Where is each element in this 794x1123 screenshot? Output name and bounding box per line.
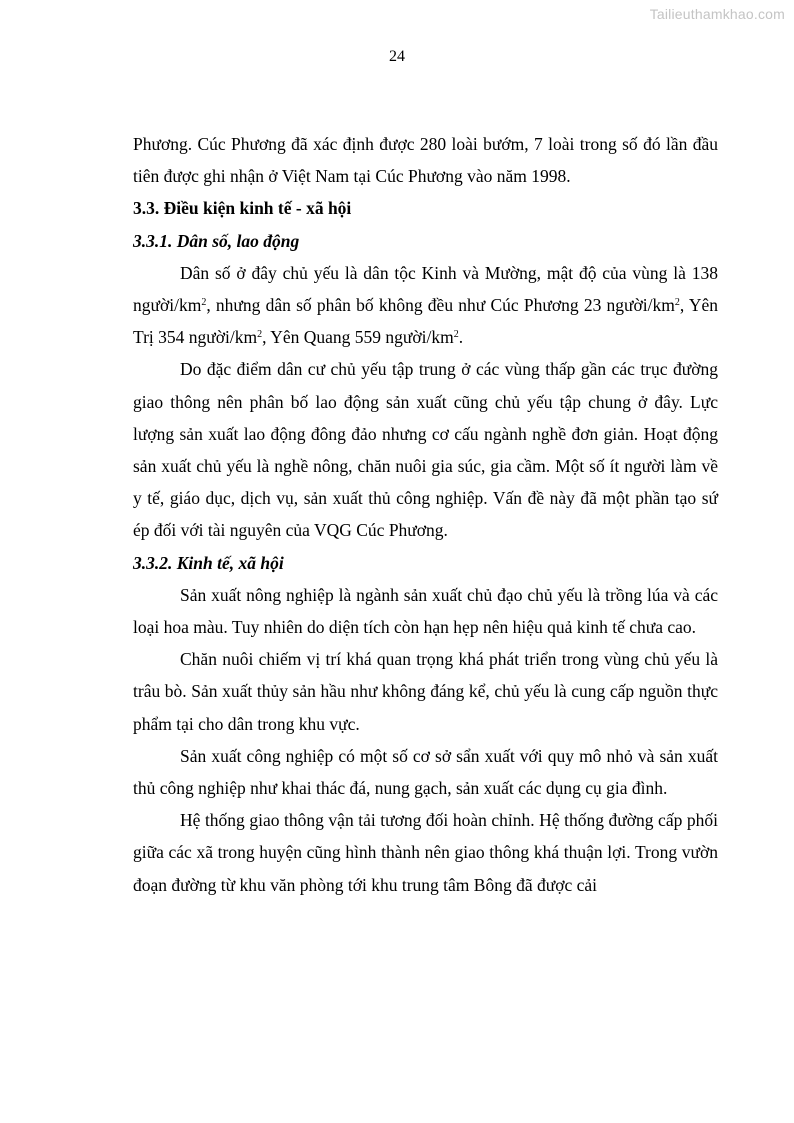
paragraph-continued: Phương. Cúc Phương đã xác định được 280 loài bướm, 7 loài trong số đó lần đầu tiên được ghi nhận ở Việt Nam tại Cúc Phương vào năm 1998. (133, 134, 718, 187)
population-text-4: , Yên Quang 559 người/km (262, 327, 454, 348)
paragraph-population (133, 257, 718, 354)
paragraph-agriculture: Sản xuất nông nghiệp là ngành sản xuất chủ đạo chủ yếu là trồng lúa và các loại hoa màu. Tuy nhiên do diện tích còn hạn hẹp nên hiệu quả kinh tế chưa cao. (133, 584, 718, 638)
section-heading-3-3: 3.3. Điều kiện kinh tế - xã hội (133, 198, 352, 219)
paragraph-industry: Sản xuất công nghiệp có một số cơ sở sẩn xuất với quy mô nhỏ và sản xuất thủ công nghiệp như khai thác đá, nung gạch, sản xuất các dụng cụ gia đình. (133, 745, 718, 799)
document-body (133, 128, 718, 901)
superscript: 2 (453, 329, 459, 341)
page-number: 24 (389, 48, 405, 65)
paragraph-labor: Do đặc điểm dân cư chủ yếu tập trung ở các vùng thấp gần các trục đường giao thông nên phân bố lao động sản xuất cũng chủ yếu tập chung ở đây. Lực lượng sản xuất lao động đông đảo nhưng cơ cấu ngành nghề đơn giản. Hoạt động sản xuất chủ yếu là nghề nông, chăn nuôi gia súc, gia cầm. Một số ít người làm về y tế, giáo dục, dịch vụ, sản xuất thủ công nghiệp. Vấn đề này đã một phần tạo sứ ép đối với tài nguyên của VQG Cúc Phương. (133, 359, 718, 541)
paragraph-transport: Hệ thống giao thông vận tải tương đối hoàn chỉnh. Hệ thống đường cấp phối giữa các xã trong huyện cũng hình thành nên giao thông khá thuận lợi. Trong vườn đoạn đường từ khu văn phòng tới khu trung tâm Bông đã được cải (133, 810, 718, 895)
watermark-text: Tailieuthamkhao.com (649, 6, 785, 22)
population-text-3: , Yên Trị 354 người/km (133, 295, 718, 348)
population-text-2: , nhưng dân số phân bố không đều như Cúc Phương 23 người/km (206, 295, 675, 316)
superscript: 2 (257, 329, 263, 341)
population-text-1: Dân số ở đây chủ yếu là dân tộc Kinh và Mường, mật độ của vùng là 138 người/km (133, 262, 718, 316)
subsection-heading-3-3-2: 3.3.2. Kinh tế, xã hội (133, 552, 284, 573)
superscript: 2 (674, 297, 680, 309)
paragraph-livestock: Chăn nuôi chiếm vị trí khá quan trọng khá phát triển trong vùng chủ yếu là trâu bò. Sản xuất thủy sản hầu như không đáng kể, chủ yếu là cung cấp nguồn thực phẩm tại cho dân trong khu vực. (133, 649, 718, 734)
superscript: 2 (201, 297, 207, 309)
population-text-5: . (458, 327, 464, 348)
subsection-heading-3-3-1: 3.3.1. Dân số, lao động (133, 230, 300, 251)
